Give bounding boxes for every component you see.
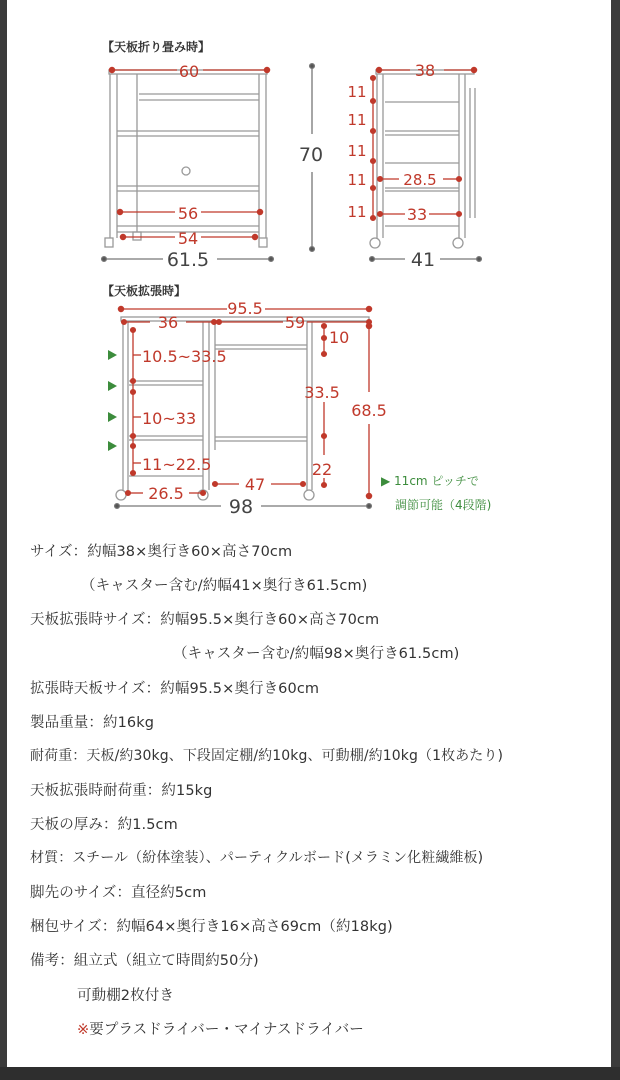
- extended-right-part: 59: [284, 313, 306, 332]
- spec-weight: 製品重量：約16kg: [30, 715, 155, 731]
- folded-title: 【天板折り畳み時】: [102, 40, 211, 54]
- spec-size: サイズ：約幅38×奥行き60×高さ70cm: [30, 544, 293, 560]
- spec-material: 材質：スチール（紛体塗装）、パーティクルボード(メラミン化粧繊維板): [30, 850, 484, 866]
- folded-side-top-depth: 38: [414, 61, 436, 80]
- bottom-strip: [0, 1067, 620, 1080]
- spec-size-caster: （キャスター含む/約幅41×奥行き61.5cm): [81, 578, 368, 594]
- folded-side-dims: [371, 67, 477, 220]
- folded-side-shelf-inner: 28.5: [403, 171, 437, 189]
- extended-base-left: 26.5: [148, 484, 184, 503]
- extended-right-total: 68.5: [351, 401, 387, 420]
- spec-shelves-included: 可動棚2枚付き: [77, 988, 174, 1004]
- extended-outer-width: 98: [228, 496, 254, 518]
- pitch-4: 11: [347, 171, 367, 189]
- extended-range-1: 10.5~33.5: [142, 347, 227, 366]
- folded-shelf-inner: 56: [177, 204, 199, 223]
- page: [7, 0, 611, 1067]
- extended-total-top: 95.5: [227, 299, 263, 318]
- folded-side-outer-depth: 41: [410, 249, 436, 271]
- extended-right-top-gap: 10: [329, 328, 350, 347]
- pitch-5: 11: [347, 203, 367, 221]
- spec-leg-size: 脚先のサイズ：直径約5cm: [30, 885, 207, 901]
- adjust-note-line2: 調節可能（4段階): [395, 498, 492, 512]
- adjust-note-line1: ▶ 11cm ピッチで: [381, 474, 479, 488]
- extended-title: 【天板拡張時】: [102, 284, 187, 298]
- extended-range-2: 10~33: [142, 409, 197, 428]
- spec-extended-load: 天板拡張時耐荷重：約15kg: [30, 783, 213, 799]
- pitch-2: 11: [347, 111, 367, 129]
- spec-tools-note: [77, 1018, 364, 1039]
- spec-extended-size-caster: （キャスター含む/約幅98×奥行き61.5cm): [173, 646, 460, 662]
- folded-base-inner: 54: [177, 229, 199, 248]
- pitch-1: 11: [347, 83, 367, 101]
- dimension-diagram: [7, 0, 611, 530]
- spec-package-size: 梱包サイズ：約幅64×奥行き16×高さ69cm（約18kg): [30, 919, 393, 935]
- spec-extended-top-size: 拡張時天板サイズ：約幅95.5×奥行き60cm: [30, 681, 320, 697]
- adjust-markers: [108, 350, 117, 451]
- extended-right-mid: 33.5: [304, 383, 340, 402]
- note-text: 要プラスドライバー・マイナスドライバー: [89, 1022, 364, 1038]
- folded-outer-width: 61.5: [166, 249, 210, 271]
- extended-range-3: 11~22.5: [142, 455, 212, 474]
- pitch-3: 11: [347, 142, 367, 160]
- spec-top-thickness: 天板の厚み：約1.5cm: [30, 817, 178, 833]
- folded-height: 70: [298, 144, 324, 166]
- extended-right-bottom: 22: [311, 460, 333, 479]
- folded-side-base-inner: 33: [406, 205, 428, 224]
- spec-remarks: 備考：組立式（組立て時間約50分): [30, 953, 259, 969]
- folded-top-width: 60: [178, 62, 200, 81]
- extended-base-right: 47: [244, 475, 266, 494]
- note-mark: ※: [77, 1022, 90, 1038]
- spec-extended-size: 天板拡張時サイズ：約幅95.5×奥行き60×高さ70cm: [30, 612, 380, 628]
- spec-load: 耐荷重：天板/約30kg、下段固定棚/約10kg、可動棚/約10kg（1枚あたり): [30, 748, 504, 764]
- extended-left-part: 36: [157, 313, 179, 332]
